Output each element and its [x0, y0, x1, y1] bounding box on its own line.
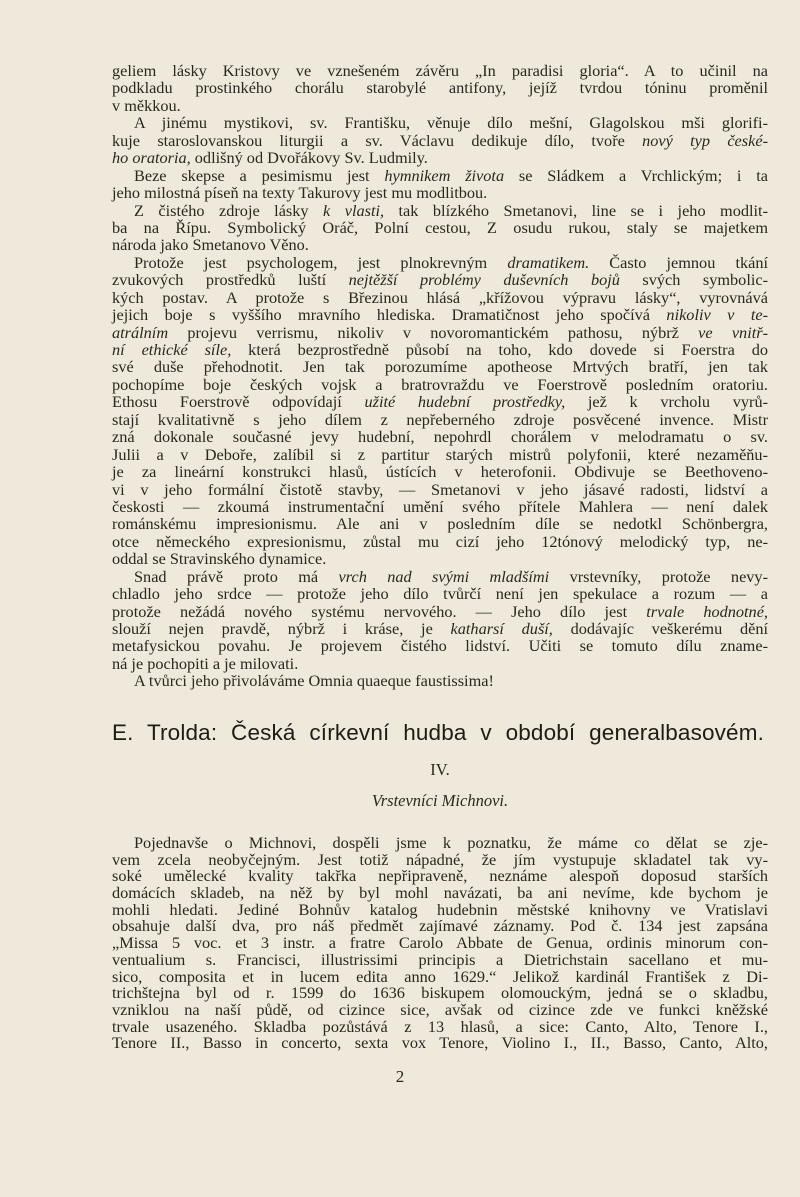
text-run: jejich boje s vyššího mravního hlediska. Dramatičnost jeho spočívá	[112, 305, 667, 325]
text-line	[112, 358, 768, 375]
section-subtitle: Vrstevníci Michnovi.	[371, 791, 509, 810]
text-line	[112, 341, 768, 358]
text-run: Z čistého zdroje lásky	[134, 200, 324, 220]
text-line	[112, 202, 768, 219]
text-line	[112, 498, 768, 515]
text-run: chladlo jeho srdce — protože jeho dílo tvůrčí není jen spekulace a rozum — a	[112, 584, 768, 604]
text-line	[112, 254, 768, 271]
text-line	[112, 132, 768, 149]
text-run: oddal se Stravinského dynamice.	[112, 549, 327, 569]
text-line	[112, 393, 768, 410]
text-run: Ethosu Foerstrově odpovídají	[112, 392, 365, 412]
emphasized-text: dramatikem.	[507, 252, 590, 272]
text-run: ventualium s. Francisci, illustrissimi principis a Dietrichstain sacellano et mu-	[112, 949, 768, 969]
text-run: podkladu prostinkého chorálu starobylé antifony, jejíž tvrdou tóninu proměnil	[112, 78, 768, 98]
text-run: jež k vrcholu vyrů-	[565, 392, 769, 412]
text-run: pochopíme boje českých vojsk a bratrovraždu ve Foerstrově posledním oratoriu.	[112, 374, 768, 394]
text-run: se Sládkem a Vrchlickým; i ta	[504, 165, 768, 185]
text-run: soké umělecké kvality takřka nepřipraveně, neznáme alespoň doposud starších	[112, 866, 768, 886]
text-run: A tvůrci jeho přivoláváme Omnia quaeque faustissima!	[134, 671, 494, 691]
text-line	[112, 585, 768, 602]
text-run: jeho milostná píseň na texty Takurovy jest mu modlitbou.	[112, 183, 488, 203]
text-line	[112, 568, 768, 585]
text-line	[112, 550, 768, 567]
text-run: metafysickou povahu. Je projevem čistého lidství. Učiti se tomuto dílu zname-	[112, 636, 768, 656]
text-line	[112, 324, 768, 341]
text-run: své duše přehodnotit. Jen tak porozumíme apotheose Mrtvých bratří, jen tak	[112, 357, 768, 377]
text-run: ba na Řípu. Symbolický Oráč, Polní cestou, Z osudu rukou, staly se majetkem	[112, 217, 768, 237]
section-number: IV.	[430, 760, 450, 779]
text-run: mohli hledati. Jediné Bohnův katalog hudebnin městské knihovny ve Vratislavi	[112, 899, 768, 919]
text-run: v měkkou.	[112, 95, 181, 115]
emphasized-text: katharsí duší,	[450, 619, 553, 638]
text-line	[112, 411, 768, 428]
text-run: Julii a v Deboře, zalíbil si z partitur starých mistrů polyfonii, které nezaměňu-	[112, 444, 768, 464]
text-run: Snad právě proto má	[134, 566, 339, 586]
page-number: 2	[395, 1067, 405, 1086]
text-run: národa jako Smetanovo Věno.	[112, 235, 309, 255]
article-continuation-text	[112, 62, 768, 690]
text-run: Beze skepse a pesimismu jest	[134, 165, 385, 185]
text-run: Pojednavše o Michnovi, dospěli jsme k poznatku, že máme co dělat se zje-	[134, 833, 768, 852]
text-line	[112, 655, 768, 672]
text-run: „Missa 5 voc. et 3 instr. a fratre Carolo Abbate de Genua, ordinis minorum con-	[112, 933, 768, 953]
text-run: tak blízkého Smetanovi, line se i jeho modlit-	[384, 200, 768, 220]
text-run: slouží nejen pravdě, nýbrž i kráse, je	[112, 619, 451, 638]
emphasized-text: ní ethické síle,	[112, 340, 232, 359]
text-run: vrstevníky, protože nevy-	[549, 566, 768, 586]
emphasized-text: užité hudební prostředky,	[364, 392, 566, 412]
text-line	[112, 271, 768, 288]
text-line	[112, 289, 768, 306]
text-run: stají kvalitativně s jeho dílem z nepřeberného zdroje posvěcené invence. Mistr	[112, 409, 768, 429]
text-run: A jinému mystikovi, sv. Františku, věnuje dílo mešní, Glagolskou mši glorifi-	[134, 113, 768, 133]
text-run: domácích skladeb, na něž by byl mohl navázati, ba ani nevíme, kde bychom je	[112, 883, 768, 903]
text-line	[112, 149, 768, 166]
text-line	[112, 428, 768, 445]
text-line	[112, 97, 768, 114]
text-line	[112, 637, 768, 654]
text-run: vi v jeho formální čistotě stavby, — Smetanovi v jeho jásavé radosti, lidství a	[112, 479, 768, 499]
text-run: která bezprostředně působí na toho, kdo dovede si Foerstra do	[231, 340, 768, 359]
text-line	[112, 620, 768, 637]
emphasized-text: trvale hodnotné,	[646, 601, 768, 621]
emphasized-text: ho oratoria,	[112, 148, 191, 168]
text-line	[112, 184, 768, 201]
text-line	[112, 533, 768, 550]
text-run: odlišný od Dvořákovy Sv. Ludmily.	[190, 148, 428, 168]
text-run: kých postav. A protože s Březinou hlásá „křížovou výpravu lásky“, vyrovnává	[112, 287, 768, 307]
text-run: je za lineární konstrukci hlasů, ústících v heterofonii. Obdivuje se Beethoveno-	[112, 462, 768, 482]
emphasized-text: atrálním	[112, 322, 169, 342]
text-line	[112, 515, 768, 532]
text-line	[112, 463, 768, 480]
text-line	[112, 62, 768, 79]
emphasized-text: k vlasti,	[323, 200, 385, 220]
text-line	[112, 603, 768, 620]
text-run: protože nežádá nového systému nervového. — Jeho dílo jest	[112, 601, 647, 621]
text-run: vem zcela neobyčejným. Jest totiž nápadné, že jím vystupuje skladatel tak vy-	[112, 849, 768, 869]
emphasized-text: hymnikem života	[384, 165, 505, 185]
emphasized-text: ve vnitř-	[698, 322, 768, 342]
text-run: vzniklou na naší půdě, od cizince sice, avšak od cizince zde ve funkci kněžské	[112, 999, 768, 1019]
text-run: sico, composita et in lucem edita anno 1629.“ Jelikož kardinál František z Di-	[112, 966, 768, 986]
text-line	[112, 376, 768, 393]
text-run: českosti — zkoumá instrumentační umění svého přítele Mahlera — není dalek	[112, 496, 768, 516]
text-run: Protože jest psychologem, jest plnokrevným	[134, 252, 508, 272]
emphasized-text: nový typ české-	[642, 130, 768, 150]
text-run: otce německého expresionismu, zůstal mu cizí jeho 12tónový melodický typ, ne-	[112, 531, 768, 551]
text-line	[112, 114, 768, 131]
emphasized-text: nikoliv v te-	[666, 305, 768, 325]
text-run: obsahuje další dva, pro náš předmět zajímavé záznamy. Pod č. 134 jest zapsána	[112, 916, 768, 936]
text-run: románskému impresionismu. Ale ani v posledním díle se nedotkl Schönbergra,	[112, 514, 768, 534]
text-line	[112, 306, 768, 323]
text-line	[112, 672, 768, 689]
text-line	[112, 219, 768, 236]
emphasized-text: vrch nad svými mladšími	[338, 566, 550, 586]
text-run: Tenore II., Basso in concerto, sexta vox Tenore, Violino I., II., Basso, Canto, Alto,	[112, 1033, 768, 1053]
text-run: trichštejna byl od r. 1599 do 1636 biskupem olomouckým, jedná se o skladbu,	[112, 983, 768, 1003]
text-run: zvukových prostředků luští	[112, 270, 349, 290]
text-line	[112, 79, 768, 96]
text-run: zná dokonale současné jevy hudební, nepohrdl chorálem v melodramatu o sv.	[112, 427, 768, 447]
text-run: dodávajíc veškerému dění	[552, 619, 768, 638]
text-run: Často jemnou tkání	[589, 252, 769, 272]
text-line	[112, 481, 768, 498]
text-line	[112, 1035, 768, 1052]
text-run: kuje staroslovanskou liturgii a sv. Václavu dedikuje dílo, tvoře	[112, 130, 643, 150]
emphasized-text: nejtěžší problémy duševních bojů	[348, 270, 620, 290]
article-heading: E. Trolda: Česká církevní hudba v období generalbasovém.	[112, 720, 764, 745]
text-line	[112, 167, 768, 184]
text-line	[112, 446, 768, 463]
text-run: svých symbolic-	[619, 270, 769, 290]
text-line	[112, 236, 768, 253]
text-run: projevu verrismu, nikoliv v novoromantickém pathosu, nýbrž	[168, 322, 699, 342]
article-body-text	[112, 835, 768, 1052]
text-run: ná je pochopiti a je milovati.	[112, 653, 299, 673]
text-run: trvale usazeného. Skladba pozůstává z 13 hlasů, a sice: Canto, Alto, Tenore I.,	[112, 1016, 768, 1036]
text-run: geliem lásky Kristovy ve vznešeném závěru „In paradisi gloria“. A to učinil na	[112, 61, 768, 80]
